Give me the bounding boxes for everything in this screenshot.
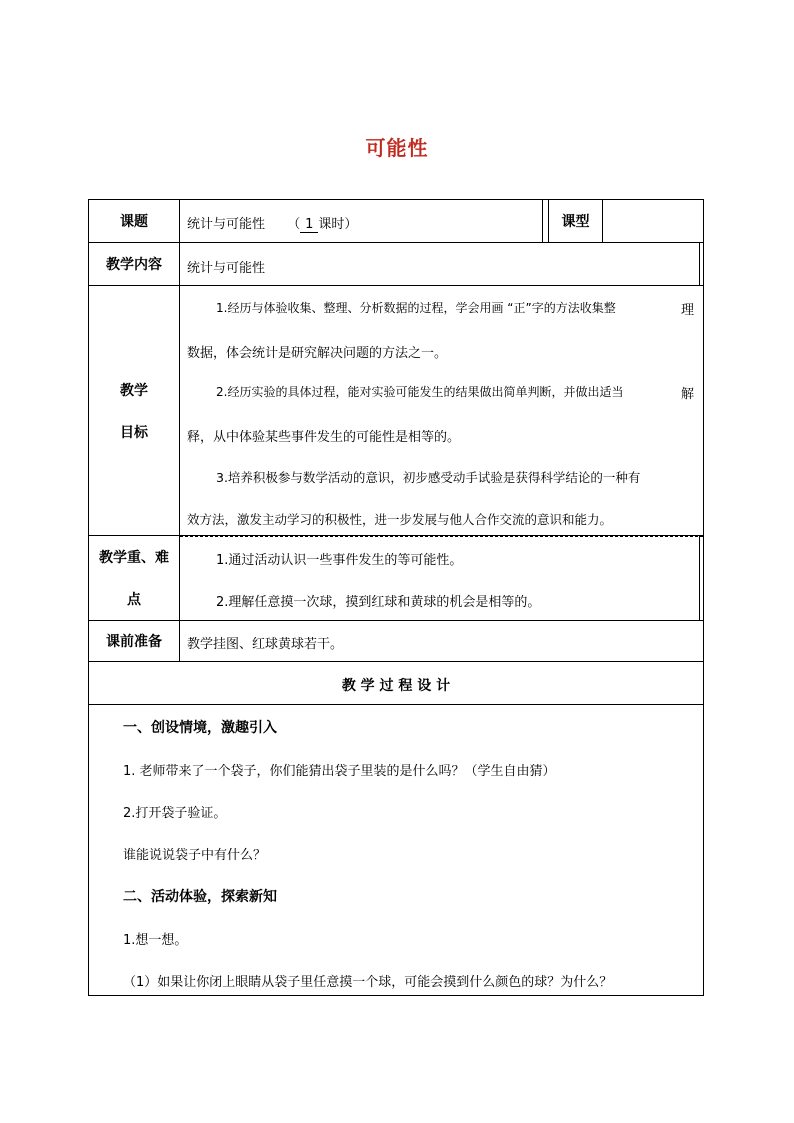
prep-label: 课前准备	[89, 621, 180, 661]
lesson-plan-table	[88, 199, 704, 996]
page-title: 可能性	[365, 136, 429, 160]
goal-2-line-2: 释，从中体验某些事件发生的可能性是相等的。	[187, 430, 461, 445]
topic-value: 统计与可能性	[187, 217, 266, 232]
goals-label	[89, 286, 180, 535]
prep-row	[89, 620, 703, 662]
design-heading: 教 学 过 程 设 计	[341, 678, 451, 694]
topic-row	[89, 200, 703, 243]
type-value	[603, 200, 703, 242]
goal-1-line-1-end: 理	[681, 303, 695, 318]
key-point-2: 2.理解任意摸一次球，摸到红球和黄球的机会是相等的。	[216, 595, 541, 610]
goals-label-line1: 教学	[120, 382, 148, 399]
hours-suffix: 课时）	[318, 217, 358, 232]
design-heading-row	[89, 662, 703, 705]
content-label: 教学内容	[89, 243, 180, 285]
goal-2-line-1-end: 解	[681, 387, 695, 402]
hours-number: 1	[300, 218, 318, 233]
key-points-top-dashed	[180, 536, 703, 537]
section-2-heading: 二、活动体验，探索新知	[123, 889, 277, 905]
goal-1-line-2: 数据，体会统计是研究解决问题的方法之一。	[187, 346, 448, 361]
content-row	[89, 243, 703, 286]
process-line-3: 谁能说说袋子中有什么？	[123, 848, 267, 863]
key-points-right-border	[699, 536, 700, 620]
goal-1-line-1: 1.经历与体验收集、整理、分析数据的过程，学会用画 “正”字的方法收集整	[216, 301, 616, 315]
prep-value: 教学挂图、红球黄球若干。	[187, 637, 344, 652]
goals-row	[89, 286, 703, 536]
goals-label-line2: 目标	[120, 424, 148, 441]
type-label: 课型	[549, 200, 603, 242]
process-line-4: 1.想一想。	[123, 933, 188, 948]
goal-3-line-2: 效方法，激发主动学习的积极性，进一步发展与他人合作交流的意识和能力。	[187, 512, 613, 527]
key-point-1: 1.通过活动认识一些事件发生的等可能性。	[216, 553, 463, 568]
goal-3-line-1: 3.培养积极参与数学活动的意识，初步感受动手试验是获得科学结论的一种有	[216, 470, 641, 485]
key-points-row	[89, 536, 703, 620]
key-points-label-line1: 教学重、难	[99, 550, 169, 566]
key-points-label	[89, 536, 180, 620]
content-value: 统计与可能性	[187, 261, 266, 276]
hours-prefix: （	[287, 217, 301, 232]
process-section	[89, 705, 703, 995]
topic-label: 课题	[89, 200, 180, 242]
goal-2-line-1: 2.经历实验的具体过程，能对实验可能发生的结果做出简单判断，并做出适当	[216, 385, 624, 399]
content-right-border	[699, 243, 700, 285]
process-line-2: 2.打开袋子验证。	[123, 806, 227, 821]
key-points-label-line2: 点	[127, 592, 141, 608]
topic-value-cell	[180, 200, 543, 242]
process-line-5: （1）如果让你闭上眼睛从袋子里任意摸一个球，可能会摸到什么颜色的球？为什么？	[123, 975, 613, 990]
section-1-heading: 一、创设情境，激趣引入	[123, 720, 277, 736]
process-line-1: 1. 老师带来了一个袋子，你们能猜出袋子里装的是什么吗？（学生自由猜）	[123, 764, 556, 779]
